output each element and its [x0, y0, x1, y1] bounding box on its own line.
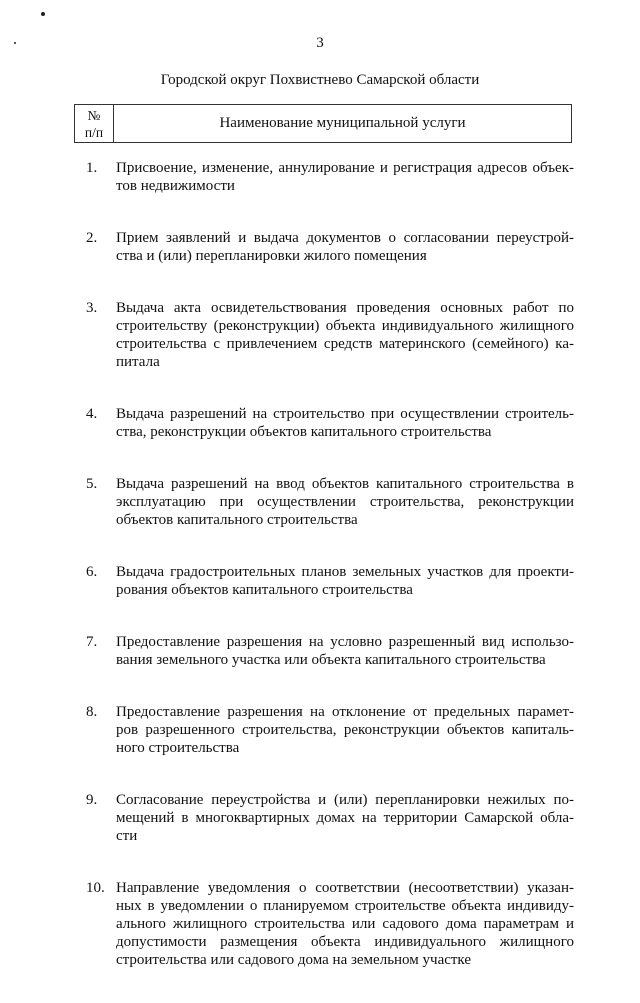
list-item — [74, 405, 574, 441]
list-item — [74, 229, 574, 265]
list-item-number: 1. — [86, 160, 98, 176]
service-list — [74, 159, 574, 1003]
list-item-text — [116, 159, 574, 195]
list-item-text — [116, 475, 574, 529]
list-item-line: Прием заявлений и выдача документов о согласовании переустрой- — [116, 230, 574, 246]
list-item-line: Предоставление разрешения на отклонение от предельных парамет- — [116, 704, 574, 720]
list-item-line: Направление уведомления о соответствии (несоответствии) указан- — [116, 880, 574, 896]
list-item-line: рования объектов капитального строительства — [116, 582, 413, 598]
list-item — [74, 879, 574, 969]
list-item-number: 3. — [86, 300, 98, 316]
list-item-line: строительству (реконструкции) объекта индивидуального жилищного — [116, 318, 574, 334]
list-item-line: ального жилищного строительства или садового дома параметрам и — [116, 916, 574, 932]
page-number: 3 — [316, 35, 324, 51]
list-item-text — [116, 791, 574, 845]
list-item-text — [116, 879, 574, 969]
list-item-line: Выдача разрешений на ввод объектов капитального строительства в — [116, 476, 574, 492]
list-item-line: питала — [116, 354, 160, 370]
document-title: Городской округ Похвистнево Самарской области — [160, 72, 480, 88]
list-item — [74, 299, 574, 371]
number-header-abbrev: п/п — [84, 124, 104, 140]
list-item — [74, 791, 574, 845]
list-item-line: строительства или садового дома на земельном участке — [116, 952, 472, 968]
list-item — [74, 703, 574, 757]
list-item-line: ства, реконструкции объектов капитального строительства — [116, 424, 492, 440]
table-header — [74, 104, 572, 143]
service-name-column-header: Наименование муниципальной услуги — [219, 115, 466, 131]
list-item-line: сти — [116, 828, 138, 844]
list-item — [74, 159, 574, 195]
list-item-text — [116, 563, 574, 599]
list-item-text — [116, 405, 574, 441]
list-item-line: объектов капитального строительства — [116, 512, 358, 528]
list-item-text — [116, 299, 574, 371]
list-item-line: ного строительства — [116, 740, 240, 756]
list-item-line: ных в уведомлении о планируемом строительстве объекта индивиду- — [116, 898, 574, 914]
list-item-line: ров разрешенного строительства, реконструкции объектов капиталь- — [116, 722, 574, 738]
list-item — [74, 563, 574, 599]
list-item-line: Выдача градостроительных планов земельных участков для проекти- — [116, 564, 574, 580]
list-item-number: 6. — [86, 564, 98, 580]
number-column-header — [75, 105, 114, 142]
list-item-text — [116, 633, 574, 669]
scan-speck — [41, 12, 45, 16]
list-item-line: строительства с привлечением средств материнского (семейного) ка- — [116, 336, 574, 352]
list-item-line: Выдача разрешений на строительство при осуществлении строитель- — [116, 406, 574, 422]
list-item-line: Согласование переустройства и (или) перепланировки нежилых по- — [116, 792, 574, 808]
list-item-number: 8. — [86, 704, 98, 720]
list-item-line: тов недвижимости — [116, 178, 235, 194]
list-item-text — [116, 229, 574, 265]
list-item-line: вания земельного участка или объекта капитального строительства — [116, 652, 546, 668]
list-item-line: ства и (или) перепланировки жилого помещения — [116, 248, 427, 264]
list-item-number: 5. — [86, 476, 98, 492]
list-item-line: допустимости размещения объекта индивидуального жилищного — [116, 934, 574, 950]
list-item — [74, 633, 574, 669]
list-item-text — [116, 703, 574, 757]
list-item-number: 2. — [86, 230, 98, 246]
list-item-line: Предоставление разрешения на условно разрешенный вид использо- — [116, 634, 574, 650]
list-item-number: 4. — [86, 406, 98, 422]
list-item-line: эксплуатацию при осуществлении строительства, реконструкции — [116, 494, 574, 510]
list-item — [74, 475, 574, 529]
list-item-line: Присвоение, изменение, аннулирование и регистрация адресов объек- — [116, 160, 574, 176]
list-item-number: 9. — [86, 792, 98, 808]
list-item-line: Выдача акта освидетельствования проведения основных работ по — [116, 300, 574, 316]
number-header-sign: № — [87, 107, 101, 123]
list-item-number: 10. — [86, 880, 105, 896]
list-item-line: мещений в многоквартирных домах на территории Самарской обла- — [116, 810, 574, 826]
list-item-number: 7. — [86, 634, 98, 650]
